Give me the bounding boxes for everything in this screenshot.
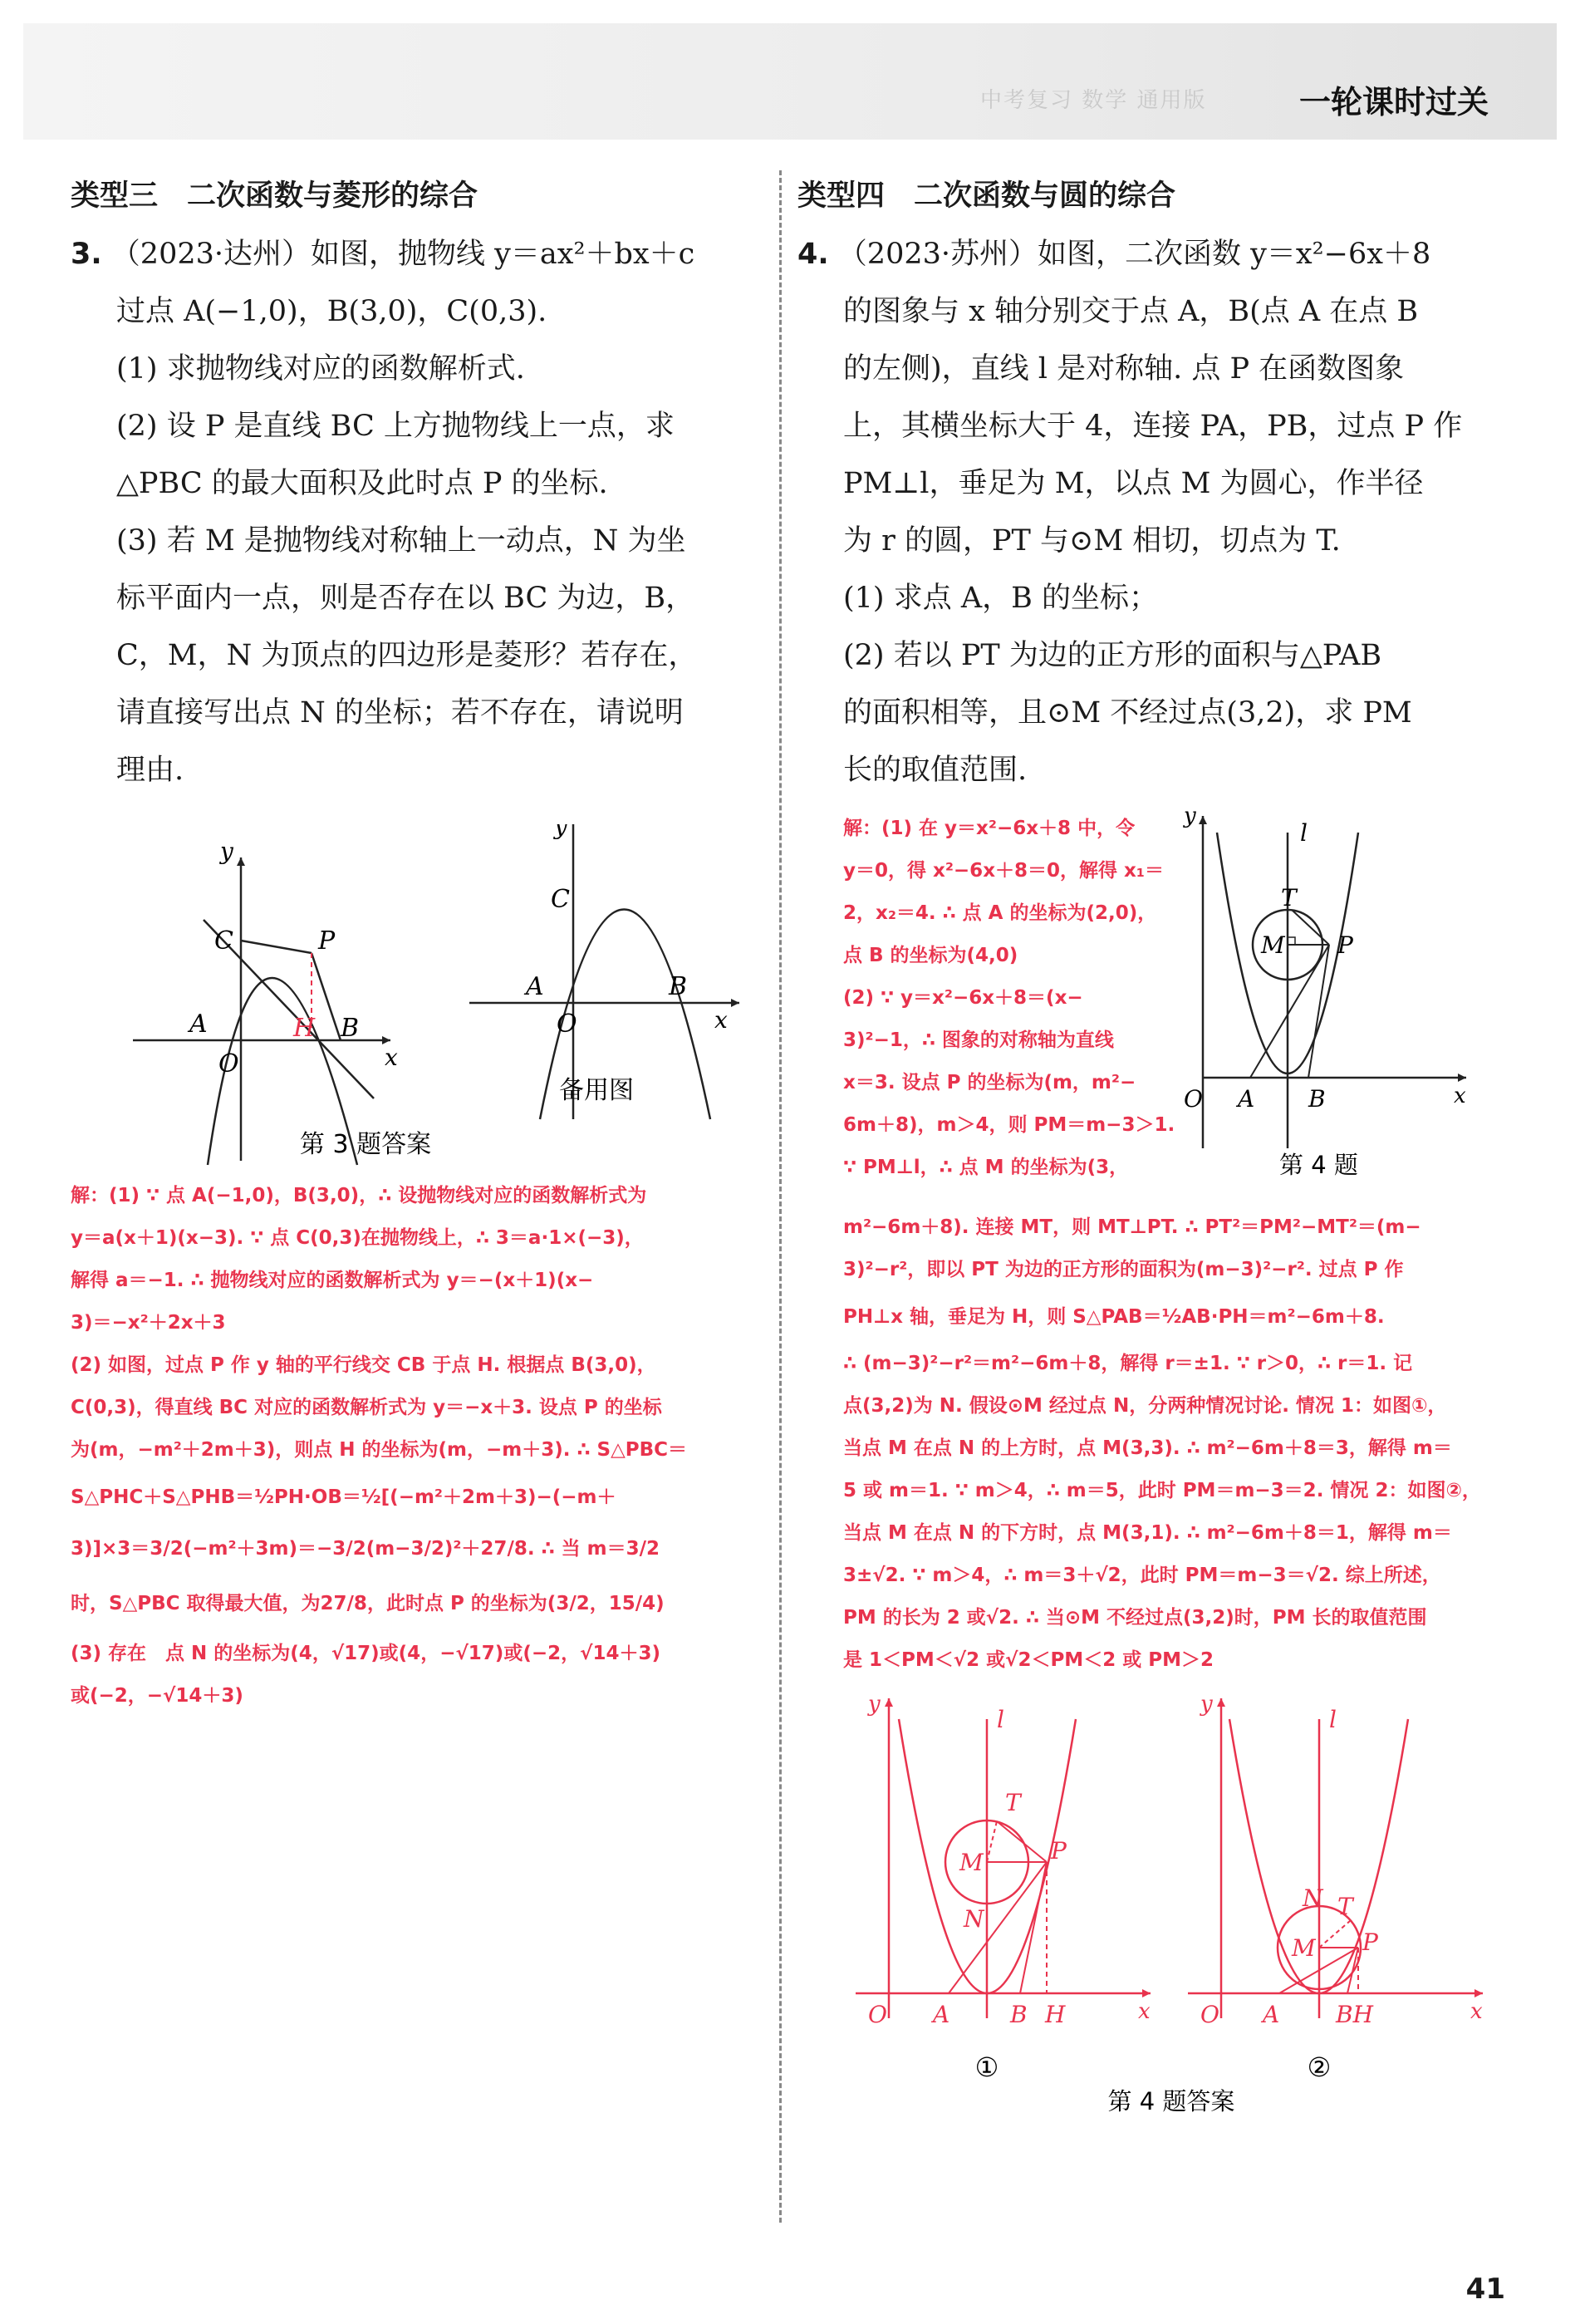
label-b-a: B [1010, 2001, 1028, 2028]
right-column [797, 166, 1495, 2121]
label-x-b: x [1470, 1999, 1483, 2024]
q4-solution-line: 是 1＜PM＜√2 或√2＜PM＜2 或 PM＞2 [843, 1649, 1214, 1671]
q3-solution-line: (2) 如图，过点 P 作 y 轴的平行线交 CB 于点 H. 根据点 B(3,0)， [71, 1354, 656, 1376]
label-p-b: P [1362, 1928, 1378, 1956]
q3-solution-line: 3)＝−x²＋2x＋3 [71, 1312, 226, 1334]
q4-solution-line: 点(3,2)为 N. 假设⊙M 经过点 N，分两种情况讨论. 情况 1：如图①， [843, 1395, 1447, 1417]
answer-figure-2 [1188, 1692, 1483, 2083]
label-m-b: M [1292, 1934, 1316, 1962]
q3-answer-caption: 第 3 题答案 [299, 1130, 432, 1159]
label-o-b: O [1200, 2001, 1219, 2028]
q3-part1: (1) 求抛物线对应的函数解析式. [116, 352, 525, 386]
label-o2: O [557, 1010, 577, 1039]
label-p: P [318, 926, 336, 956]
q4-line4: 上，其横坐标大于 4，连接 PA，PB，过点 P 作 [843, 410, 1463, 443]
segment-cp [241, 941, 312, 953]
q4-solution-line: 当点 M 在点 N 的下方时，点 M(3,1). ∴ m²−6m＋8＝1，解得 m＝ [843, 1522, 1452, 1544]
q4-answer-figures [797, 1686, 1495, 2118]
q3-part3d: 请直接写出点 N 的坐标；若不存在，请说明 [116, 696, 684, 730]
x-arrow [1458, 1074, 1466, 1082]
label-l: l [1300, 819, 1308, 847]
label-m-a: M [959, 1849, 984, 1876]
label-a-a: A [933, 2001, 950, 2028]
q3-solution-line: (3) 存在 点 N 的坐标为(4，√17)或(4，−√17)或(−2，√14＋3) [71, 1643, 660, 1664]
q4-line2: 的图象与 x 轴分别交于点 A，B(点 A 在点 B [843, 295, 1419, 328]
label-x: x [385, 1044, 398, 1071]
q4-solution-line: PM 的长为 2 或√2. ∴ 当⊙M 不经过点(3,2)时，PM 长的取值范围 [843, 1607, 1427, 1629]
label-y-b: y [1200, 1692, 1213, 1717]
q4-solution-line: 解：(1) 在 y＝x²−6x＋8 中，令 [843, 818, 1136, 839]
q4-line5: PM⊥l，垂足为 M，以点 M 为圆心，作半径 [843, 467, 1424, 500]
segment-pb [1308, 945, 1329, 1078]
segment-pt-a [997, 1821, 1047, 1862]
label-t: T [1281, 884, 1297, 911]
q3-backup-figure [469, 824, 739, 1119]
x-arrow-2 [731, 999, 739, 1007]
label-x: x [1454, 1083, 1466, 1108]
x-arrow-a [1142, 1989, 1151, 1997]
y-arrow [237, 857, 245, 866]
q3-answer-figure [133, 838, 398, 1165]
left-column [71, 166, 764, 1717]
q4-part2a: (2) 若以 PT 为边的正方形的面积与△PAB [843, 639, 1382, 672]
q4-solution-line: ∴ (m−3)²−r²＝m²−6m＋8，解得 r＝±1. ∵ r＞0，∴ r＝1. 记 [843, 1353, 1413, 1374]
q3-solution-line: 解：(1) ∵ 点 A(−1,0)，B(3,0)，∴ 设抛物线对应的函数解析式为 [71, 1185, 647, 1206]
label-p-a: P [1051, 1837, 1067, 1865]
label-a: A [189, 1010, 208, 1039]
q4-part2b: 的面积相等，且⊙M 不经过点(3,2)，求 PM [843, 696, 1412, 730]
q4-part1: (1) 求点 A，B 的坐标； [843, 582, 1158, 615]
page-header [0, 0, 1580, 141]
label-c2: C [551, 885, 570, 914]
header-series-text: 中考复习 数学 通用版 [980, 88, 1207, 113]
question-number: 4. [797, 238, 829, 271]
figure-1-label: ① [974, 2051, 999, 2083]
q3-solution-line: C(0,3)，得直线 BC 对应的函数解析式为 y＝−x＋3. 设点 P 的坐标 [71, 1397, 662, 1418]
label-x2: x [714, 1006, 728, 1034]
segment-pt [1292, 910, 1329, 945]
q4-solution-line: 3)²−1，∴ 图象的对称轴为直线 [843, 1029, 1114, 1051]
q4-solution-rest [797, 1206, 1495, 1682]
q3-part3b: 标平面内一点，则是否存在以 BC 为边，B， [116, 582, 695, 615]
q3-part3c: C，M，N 为顶点的四边形是菱形？若存在， [116, 639, 698, 672]
label-l-a: l [997, 1706, 1004, 1733]
label-o: O [1184, 1085, 1203, 1113]
q4-solution-line: x＝3. 设点 P 的坐标为(m，m²− [843, 1072, 1136, 1093]
label-y-a: y [868, 1692, 881, 1717]
label-b: B [1308, 1085, 1326, 1113]
question-4 [797, 226, 1495, 799]
label-p: P [1337, 931, 1353, 959]
y-arrow [1199, 816, 1207, 824]
q4-solution-block [797, 803, 1495, 1223]
label-m: M [1261, 931, 1285, 959]
q3-part2b: △PBC 的最大面积及此时点 P 的坐标. [116, 467, 608, 500]
x-arrow-b [1475, 1989, 1483, 1997]
q4-line1: （2023·苏州）如图，二次函数 y＝x²−6x＋8 [837, 238, 1431, 271]
q4-solution-line: 点 B 的坐标为(4,0) [843, 945, 1018, 966]
label-b: B [341, 1014, 360, 1043]
q4-solution-line: ∵ PM⊥l，∴ 点 M 的坐标为(3， [843, 1157, 1129, 1178]
q4-solution-line: 5 或 m＝1. ∵ m＞4，∴ m＝5，此时 PM＝m−3＝2. 情况 2：如图②， [843, 1480, 1481, 1501]
question-3 [71, 226, 764, 799]
q3-figures-svg [71, 824, 764, 1173]
label-x-a: x [1138, 1999, 1151, 2024]
section-title-type3: 类型三 二次函数与菱形的综合 [71, 179, 478, 213]
q3-part3a: (3) 若 M 是抛物线对称轴上一动点，N 为坐 [116, 524, 686, 558]
label-a2: A [526, 972, 544, 1001]
q4-solution-line: 6m＋8)，m＞4，则 PM＝m−3＞1. [843, 1114, 1175, 1136]
answer-figure-1 [856, 1692, 1151, 2083]
header-title: 一轮课时过关 [1298, 84, 1489, 120]
q3-solution-line: 为(m，−m²＋2m＋3)，则点 H 的坐标为(m，−m＋3). ∴ S△PBC＝ [71, 1439, 688, 1461]
label-a: A [1238, 1085, 1255, 1113]
q3-part3e: 理由. [116, 754, 184, 787]
label-o-a: O [868, 2001, 887, 2028]
label-c: C [214, 926, 233, 956]
segment-mt-a [987, 1821, 997, 1862]
segment-pa [1250, 945, 1329, 1078]
page-number: 41 [1465, 2272, 1505, 2306]
label-n-b: N [1303, 1884, 1323, 1912]
q4-part2c: 长的取值范围. [843, 754, 1028, 787]
label-y2: y [554, 824, 567, 840]
q3-line1: （2023·达州）如图，抛物线 y＝ax²＋bx＋c [110, 238, 695, 271]
question-number: 3. [71, 238, 102, 271]
q3-solution-line: 3)]×3＝3/2(−m²＋3m)＝−3/2(m−3/2)²＋27/8. ∴ 当 m＝3/2 [71, 1538, 660, 1560]
q4-solution-line: y＝0，得 x²−6x＋8＝0，解得 x₁＝ [843, 860, 1164, 882]
q3-line2: 过点 A(−1,0)，B(3,0)，C(0,3). [116, 295, 547, 328]
q4-solution-line: 3±√2. ∵ m＞4，∴ m＝3＋√2，此时 PM＝m−3＝√2. 综上所述， [843, 1565, 1441, 1586]
q4-solution-line: (2) ∵ y＝x²−6x＋8＝(x− [843, 987, 1083, 1009]
column-divider [779, 170, 782, 2223]
label-o: O [218, 1049, 239, 1078]
q4-answer-caption: 第 4 题答案 [1107, 2087, 1235, 2115]
label-bh-b: BH [1336, 2001, 1373, 2028]
q3-solution-line: S△PHC＋S△PHB＝½PH·OB＝½[(−m²＋2m＋3)−(−m＋ [71, 1486, 616, 1508]
label-y: y [1184, 803, 1196, 828]
q3-solution-line: 或(−2，−√14＋3) [71, 1685, 243, 1707]
segment-pb [312, 953, 341, 1040]
y-arrow-b [1217, 1698, 1225, 1707]
q3-solution-line: 时，S△PBC 取得最大值，为27/8，此时点 P 的坐标为(3/2，15/4) [71, 1593, 665, 1614]
figure-2-label: ② [1307, 2051, 1332, 2083]
q4-caption: 第 4 题 [1279, 1151, 1358, 1179]
q4-solution-line: m²−6m＋8). 连接 MT，则 MT⊥PT. ∴ PT²＝PM²−MT²＝(m− [843, 1216, 1421, 1238]
q3-solution [71, 1175, 764, 1717]
label-l-b: l [1329, 1706, 1337, 1733]
q4-solution-top [843, 808, 1175, 1189]
q4-line6: 为 r 的圆，PT 与⊙M 相切，切点为 T. [843, 524, 1341, 558]
label-t-b: T [1337, 1893, 1353, 1920]
section-title-type4: 类型四 二次函数与圆的综合 [797, 179, 1176, 213]
backup-caption: 备用图 [559, 1076, 634, 1105]
q4-solution-line: 3)²−r²，即以 PT 为边的正方形的面积为(m−3)²−r². 过点 P 作 [843, 1259, 1404, 1280]
label-n-a: N [964, 1905, 984, 1933]
label-h: H [293, 1014, 316, 1043]
q4-solution-line: 当点 M 在点 N 的上方时，点 M(3,3). ∴ m²−6m＋8＝3，解得 m＝ [843, 1437, 1452, 1459]
label-a-b: A [1263, 2001, 1280, 2028]
q4-line3: 的左侧)，直线 l 是对称轴. 点 P 在函数图象 [843, 352, 1405, 386]
q4-solution-line: 2，x₂＝4. ∴ 点 A 的坐标为(2,0)， [843, 902, 1157, 924]
q4-figure [1180, 799, 1495, 1215]
q4-solution-line: PH⊥x 轴，垂足为 H，则 S△PAB＝½AB·PH＝m²−6m＋8. [843, 1306, 1385, 1328]
segment-mt-b [1319, 1921, 1350, 1948]
q3-part2a: (2) 设 P 是直线 BC 上方抛物线上一点，求 [116, 410, 675, 443]
label-b2: B [669, 972, 688, 1001]
label-t-a: T [1005, 1789, 1021, 1816]
label-y: y [220, 838, 233, 865]
y-arrow-a [885, 1698, 893, 1707]
q3-figures [71, 824, 764, 1173]
right-angle-mark [1288, 937, 1295, 945]
q3-solution-line: 解得 a＝−1. ∴ 抛物线对应的函数解析式为 y＝−(x＋1)(x− [71, 1270, 594, 1291]
label-h-a: H [1045, 2001, 1066, 2028]
q3-solution-line: y＝a(x＋1)(x−3). ∵ 点 C(0,3)在抛物线上，∴ 3＝a·1×(−3)， [71, 1227, 644, 1249]
